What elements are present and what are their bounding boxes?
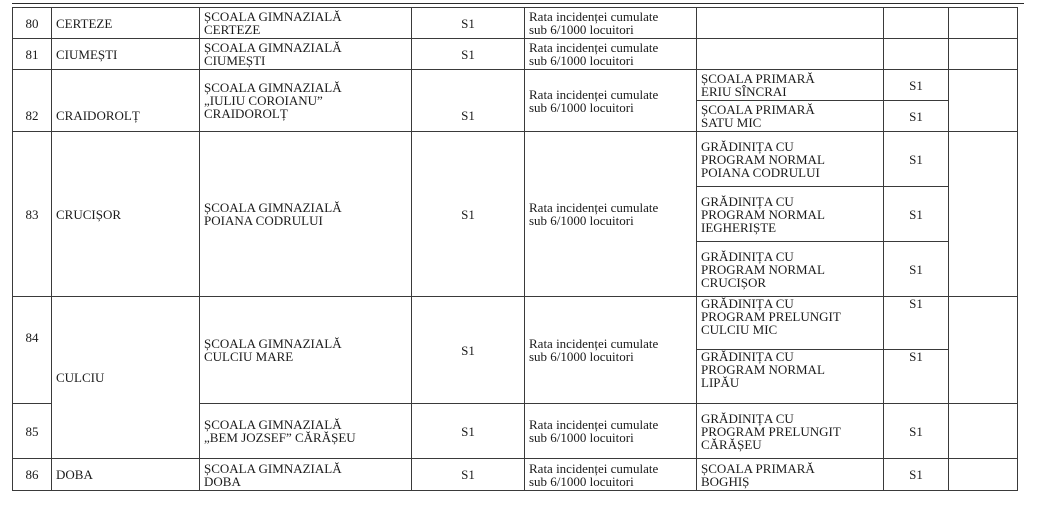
empty-cell <box>949 459 1018 491</box>
incidence-rate: Rata incidenței cumulate sub 6/1000 locuitori <box>525 70 697 132</box>
sub-unit-name: ȘCOALA PRIMARĂ ERIU SÎNCRAI <box>697 70 884 101</box>
incidence-rate: Rata incidenței cumulate sub 6/1000 locuitori <box>525 132 697 297</box>
table-row <box>13 39 1018 70</box>
uat-name: CRAIDOROLȚ <box>52 70 200 132</box>
sub-unit-name: GRĂDINIȚA CU PROGRAM NORMAL CRUCIȘOR <box>697 242 884 297</box>
table-row <box>13 70 1018 101</box>
uat-name: CERTEZE <box>52 8 200 39</box>
empty-cell <box>949 39 1018 70</box>
sub-unit-name: GRĂDINIȚA CU PROGRAM NORMAL IEGHERIȘTE <box>697 187 884 242</box>
uat-name: CIUMEȘTI <box>52 39 200 70</box>
uat-name: DOBA <box>52 459 200 491</box>
sub-unit-name: ȘCOALA PRIMARĂ SATU MIC <box>697 101 884 132</box>
sub-unit-status: S1 <box>884 70 949 101</box>
empty-cell <box>949 8 1018 39</box>
table-row <box>13 297 1018 350</box>
school-status: S1 <box>412 132 525 297</box>
incidence-rate: Rata incidenței cumulate sub 6/1000 locuitori <box>525 404 697 459</box>
incidence-rate: Rata incidenței cumulate sub 6/1000 locuitori <box>525 459 697 491</box>
sub-unit-empty <box>697 39 884 70</box>
sub-unit-status: S1 <box>884 132 949 187</box>
top-rule <box>12 3 1024 4</box>
incidence-rate: Rata incidenței cumulate sub 6/1000 locuitori <box>525 39 697 70</box>
uat-name: CULCIU <box>52 297 200 459</box>
sub-unit-status: S1 <box>884 242 949 297</box>
sub-unit-status: S1 <box>884 459 949 491</box>
empty-cell <box>949 297 1018 404</box>
schools-table <box>12 7 1018 491</box>
table-row <box>13 8 1018 39</box>
school-status: S1 <box>412 297 525 404</box>
school-name: ȘCOALA GIMNAZIALĂ CULCIU MARE <box>200 297 412 404</box>
sub-unit-name: GRĂDINIȚA CU PROGRAM PRELUNGIT CULCIU MIC <box>697 297 884 350</box>
row-number: 83 <box>13 132 52 297</box>
sub-unit-name: ȘCOALA PRIMARĂ BOGHIȘ <box>697 459 884 491</box>
sub-unit-status-empty <box>884 39 949 70</box>
school-name: ȘCOALA GIMNAZIALĂ POIANA CODRULUI <box>200 132 412 297</box>
sub-unit-status: S1 <box>884 404 949 459</box>
school-name: ȘCOALA GIMNAZIALĂ „BEM JOZSEF” CĂRĂȘEU <box>200 404 412 459</box>
school-status: S1 <box>412 39 525 70</box>
school-status: S1 <box>412 404 525 459</box>
sub-unit-status: S1 <box>884 350 949 404</box>
empty-cell <box>949 404 1018 459</box>
sub-unit-name: GRĂDINIȚA CU PROGRAM NORMAL LIPĂU <box>697 350 884 404</box>
school-status: S1 <box>412 70 525 132</box>
incidence-rate: Rata incidenței cumulate sub 6/1000 locuitori <box>525 8 697 39</box>
sub-unit-status: S1 <box>884 101 949 132</box>
school-name: ȘCOALA GIMNAZIALĂ CIUMEȘTI <box>200 39 412 70</box>
row-number: 80 <box>13 8 52 39</box>
sub-unit-empty <box>697 8 884 39</box>
row-number: 82 <box>13 70 52 132</box>
sub-unit-status: S1 <box>884 297 949 350</box>
empty-cell <box>949 70 1018 132</box>
row-number: 81 <box>13 39 52 70</box>
uat-name: CRUCIȘOR <box>52 132 200 297</box>
school-status: S1 <box>412 8 525 39</box>
table-row <box>13 132 1018 187</box>
sub-unit-status: S1 <box>884 187 949 242</box>
sub-unit-name: GRĂDINIȚA CU PROGRAM NORMAL POIANA CODRULUI <box>697 132 884 187</box>
school-status: S1 <box>412 459 525 491</box>
sub-unit-name: GRĂDINIȚA CU PROGRAM PRELUNGIT CĂRĂȘEU <box>697 404 884 459</box>
sub-unit-status-empty <box>884 8 949 39</box>
school-name: ȘCOALA GIMNAZIALĂ DOBA <box>200 459 412 491</box>
school-name: ȘCOALA GIMNAZIALĂ „IULIU COROIANU” CRAIDOROLȚ <box>200 70 412 132</box>
row-number: 86 <box>13 459 52 491</box>
row-number: 85 <box>13 404 52 459</box>
table-row <box>13 459 1018 491</box>
empty-cell <box>949 132 1018 297</box>
school-name: ȘCOALA GIMNAZIALĂ CERTEZE <box>200 8 412 39</box>
row-number: 84 <box>13 297 52 404</box>
incidence-rate: Rata incidenței cumulate sub 6/1000 locuitori <box>525 297 697 404</box>
